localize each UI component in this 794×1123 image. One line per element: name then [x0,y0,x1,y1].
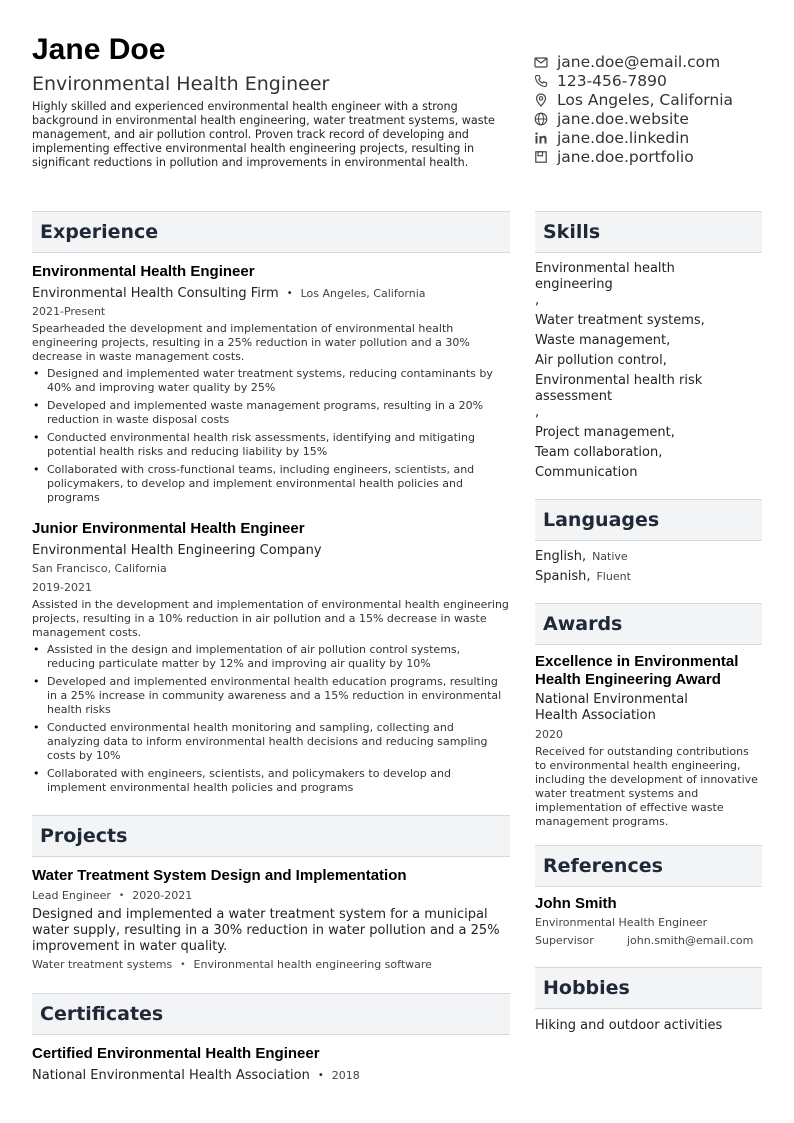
experience-location: Los Angeles, California [300,287,426,300]
reference-name: John Smith [535,895,617,912]
skill-item: , [535,405,540,420]
experience-bullet: • Developed and implemented waste management programs, resulting in a 20% reduction in waste disposal costs [32,399,510,427]
email-icon [534,55,548,69]
experience-bullet: • Assisted in the design and implementation of air pollution control systems, reducing particulate matter by 12% and improving air quality by 10% [32,643,510,671]
contact-phone[interactable] [534,71,774,90]
language-item [535,567,762,587]
separator-dot: • [317,1070,324,1081]
languages-heading-text: Languages [543,509,660,531]
awards-heading-text: Awards [543,613,623,635]
project-tag: Water treatment systems [32,958,173,971]
experience-bullet: • Collaborated with cross-functional teams, including engineers, scientists, and policymakers, to develop and implement environmental health policies and programs [32,463,510,505]
projects-heading-text: Projects [40,825,128,847]
experience-bullet: • Designed and implemented water treatment systems, reducing contaminants by 40% and improving water quality by 25% [32,367,510,395]
language-level: Fluent [596,570,631,583]
skill-item: Waste management, [535,333,671,348]
experience-title: Junior Environmental Health Engineer [32,520,305,537]
contact-email[interactable] [534,52,774,71]
contact-location [534,90,774,109]
experience-item [32,520,510,795]
hobby-item: Hiking and outdoor activities [535,1018,723,1033]
certificates-heading-text: Certificates [40,1003,164,1025]
skills-list [535,261,762,485]
hobbies-heading-text: Hobbies [543,977,630,999]
experience-company: Environmental Health Engineering Company [32,543,322,558]
experience-bullet: • Conducted environmental health monitoring and sampling, collecting and analyzing data to inform environmental health decisions and reducing sampling costs by 10% [32,721,510,763]
references-heading-text: References [543,855,663,877]
contact-portfolio[interactable] [534,147,774,166]
experience-location: San Francisco, California [32,562,167,575]
contact-list [534,52,774,166]
portfolio-icon [534,150,548,164]
experience-heading [32,211,510,253]
award-item [535,653,762,829]
experience-title: Environmental Health Engineer [32,263,255,280]
contact-email-text: jane.doe@email.com [557,52,721,71]
language-name: Spanish, [535,569,591,584]
experience-dates: 2019-2021 [32,581,92,594]
language-level: Native [592,550,628,563]
experience-bullets [32,643,510,795]
summary-text: Highly skilled and experienced environmental health engineer with a strong background in environmental health engineering, water treatment systems, waste management, and air pollution control. Proven track record of developing and implementing effective environmental health engineering projects, resulting in significant reductions in pollution and improvements in environmental health. [32,100,495,169]
skill-item: , [535,293,540,308]
certificate-issuer: National Environmental Health Association [32,1068,310,1083]
experience-description: Assisted in the development and implementation of environmental health engineering projects, resulting in a 10% reduction in air pollution and a 15% decrease in waste management costs. [32,598,509,639]
project-description: Designed and implemented a water treatment system for a municipal water supply, resulting in a 30% reduction in water pollution and a 25% improvement in water quality. [32,907,500,954]
languages-list [535,547,762,587]
reference-email[interactable]: john.smith@email.com [627,934,754,947]
contact-portfolio-text: jane.doe.portfolio [557,147,694,166]
contact-linkedin[interactable] [534,128,774,147]
experience-dates: 2021-Present [32,305,106,318]
separator-dot: • [118,891,125,901]
project-item [32,867,510,973]
projects-heading [32,815,510,857]
project-tags [32,957,510,973]
reference-item [535,895,762,949]
separator-dot: • [286,288,293,299]
experience-company: Environmental Health Consulting Firm [32,286,279,301]
reference-relation: Supervisor [535,934,594,947]
hobbies-list [535,1018,762,1034]
contact-website-text: jane.doe.website [557,109,689,128]
separator-dot: • [180,960,186,970]
skill-item: Environmental health risk assessment [535,373,703,404]
certificate-title: Certified Environmental Health Engineer [32,1045,320,1062]
certificate-meta [32,1067,510,1084]
certificate-year: 2018 [331,1069,360,1082]
experience-description: Spearheaded the development and implementation of environmental health engineering projects, resulting in a 25% reduction in water pollution and a 30% decrease in waste management costs. [32,322,470,363]
experience-org-line [32,285,510,302]
project-dates: 2020-2021 [132,889,193,902]
references-heading [535,845,762,887]
awards-heading [535,603,762,645]
languages-heading [535,499,762,541]
skill-item: Water treatment systems, [535,313,705,328]
certificate-item [32,1045,510,1084]
award-issuer: National Environmental Health Association [535,692,688,723]
contact-linkedin-text: jane.doe.linkedin [557,128,690,147]
experience-heading-text: Experience [40,221,159,243]
award-year: 2020 [535,728,563,741]
language-name: English, [535,549,587,564]
skill-item: Communication [535,465,638,480]
globe-icon [534,112,548,126]
skill-item: Air pollution control, [535,353,667,368]
person-name: Jane Doe [32,33,166,66]
skill-item: Team collaboration, [535,445,663,460]
experience-bullet: • Conducted environmental health risk assessments, identifying and mitigating potential health risks and reducing liability by 15% [32,431,510,459]
reference-title: Environmental Health Engineer [535,916,708,929]
contact-website[interactable] [534,109,774,128]
contact-phone-text: 123-456-7890 [557,71,667,90]
experience-bullet: • Collaborated with engineers, scientists, and policymakers to develop and implement environmental health policies and programs [32,767,510,795]
linkedin-icon [534,131,548,145]
skills-heading-text: Skills [543,221,601,243]
award-description: Received for outstanding contributions to environmental health engineering, including the development of innovative water treatment systems and implementation of effective waste management programs. [535,745,758,828]
skills-heading [535,211,762,253]
header [32,34,502,170]
experience-bullets [32,367,510,505]
award-title: Excellence in Environmental Health Engineering Award [535,653,739,688]
job-title-heading: Environmental Health Engineer [32,73,330,95]
right-column [535,211,762,1034]
certificates-heading [32,993,510,1035]
left-column [32,211,510,1084]
phone-icon [534,74,548,88]
contact-location-text: Los Angeles, California [557,90,734,109]
language-item [535,547,762,567]
project-title: Water Treatment System Design and Implementation [32,867,407,884]
project-role: Lead Engineer [32,889,111,902]
skill-item: Environmental health engineering [535,261,675,292]
hobbies-heading [535,967,762,1009]
project-tag: Environmental health engineering software [193,958,432,971]
experience-bullet: • Developed and implemented environmental health education programs, resulting in a 25% increase in community awareness and a 15% reduction in environmental health risks [32,675,510,717]
location-icon [534,93,548,107]
project-meta [32,888,510,904]
experience-item [32,263,510,505]
skill-item: Project management, [535,425,675,440]
reference-contact [535,933,762,949]
